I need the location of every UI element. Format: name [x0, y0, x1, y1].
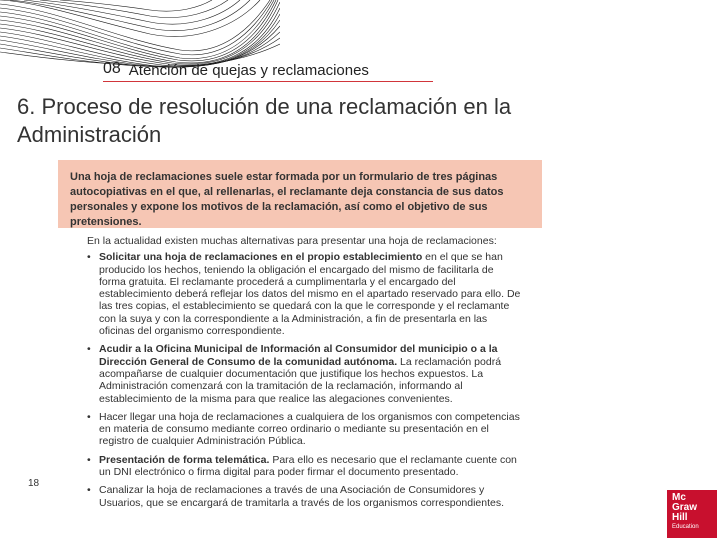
- list-item: • Presentación de forma telemática. Para ello es necesario que el reclamante cuente con un DNI electrónico o firma digital para poder firmar el documento presentado.: [87, 453, 517, 479]
- list-item: • Hacer llegar una hoja de reclamaciones a cualquiera de los organismos con competencias en materia de consumo mediante correo ordinario o mediante su presentación en el registro de cualquier Administración Pública.: [87, 410, 520, 448]
- list-item-text: Para ello es necesario que el reclamante cuente con un DNI electrónico o firma digital para poder firmar el documento presentado.: [99, 453, 517, 479]
- list-item: • Solicitar una hoja de reclamaciones en el propio establecimiento en el que se han producido los hechos, teniendo la obligación el encargado del mismo de facilitarla de forma gratuita. El reclamante procederá a cumplimentarla y el encargado del establecimiento deberá reflejar los datos del mismo en el apartado reservado para ello. De las tres copias, el establecimiento se quedará con la que le corresponde y el reclamante con la suya y con la correspondiente a la Administración, a fin de presentarla en las oficinas del organismo correspondiente.: [87, 251, 521, 338]
- alternatives-list: [87, 251, 523, 509]
- list-item-bold: Presentación de forma telemática.: [99, 453, 270, 466]
- bottom-fade: [0, 522, 640, 540]
- list-item-text: Hacer llegar una hoja de reclamaciones a cualquiera de los organismos con competencias en materia de consumo mediante correo ordinario o mediante su presentación en el registro de cualquier Administración Pública.: [99, 410, 520, 448]
- list-item-bold: Solicitar una hoja de reclamaciones en el propio establecimiento: [99, 251, 423, 264]
- callout-text: Una hoja de reclamaciones suele estar formada por un formulario de tres páginas autocopiativas en el que, al rellenarlas, el reclamante deja constancia de sus datos personales y expone los motivos de la reclamación, así como el objetivo de sus pretensiones.: [70, 171, 504, 228]
- list-item-text: La reclamación podrá acompañarse de cualquier documentación que justifique los hechos expuestos. La Administración comenzará con la tramitación de la reclamación, informando al establecimiento de la misma para que realice las alegaciones convenientes.: [99, 355, 502, 405]
- chapter-heading: [103, 62, 433, 82]
- decorative-line-pattern: [0, 0, 280, 70]
- intro-text: En la actualidad existen muchas alternativas para presentar una hoja de reclamaciones:: [87, 235, 497, 247]
- list-item-text: en el que se han producido los hechos, teniendo la obligación el encargado del mismo de facilitarla de forma gratuita. El reclamante procederá a cumplimentarla y el encargado del establecimiento deberá reflejar los datos del mismo en el apartado reservado para ello. De las tres copias, el establecimiento se quedará con la que le corresponde y el reclamante con la suya y con la correspondiente a la Administración, a fin de presentarla en las oficinas del organismo correspondiente.: [99, 251, 521, 338]
- page-number: 18: [28, 478, 40, 489]
- chapter-number: 08: [103, 60, 121, 77]
- slide-title: 6. Proceso de resolución de una reclamación en la Administración: [17, 94, 512, 147]
- list-item-text: Canalizar la hoja de reclamaciones a través de una Asociación de Consumidores y Usuarios, que se encargará de tramitarla a través de los organismos correspondientes.: [99, 484, 505, 509]
- definition-callout: [58, 160, 542, 228]
- body-text: [87, 235, 523, 515]
- publisher-logo: Mc Graw Hill Education: [667, 490, 717, 538]
- list-item: • Acudir a la Oficina Municipal de Información al Consumidor del municipio o a la Dirección General de Consumo de la comunidad autónoma. La reclamación podrá acompañarse de cualquier documentación que justifique los hechos expuestos. La Administración comenzará con la tramitación de la reclamación, informando al establecimiento de la misma para que realice las alegaciones convenientes.: [87, 343, 502, 405]
- list-item-bold: Acudir a la Oficina Municipal de Información al Consumidor del municipio o a la Dirección General de Consumo de la comunidad autónoma.: [99, 343, 498, 368]
- chapter-title: Atención de quejas y reclamaciones: [128, 62, 369, 79]
- list-item: • Canalizar la hoja de reclamaciones a través de una Asociación de Consumidores y Usuarios, que se encargará de tramitarla a través de los organismos correspondientes.: [87, 484, 505, 509]
